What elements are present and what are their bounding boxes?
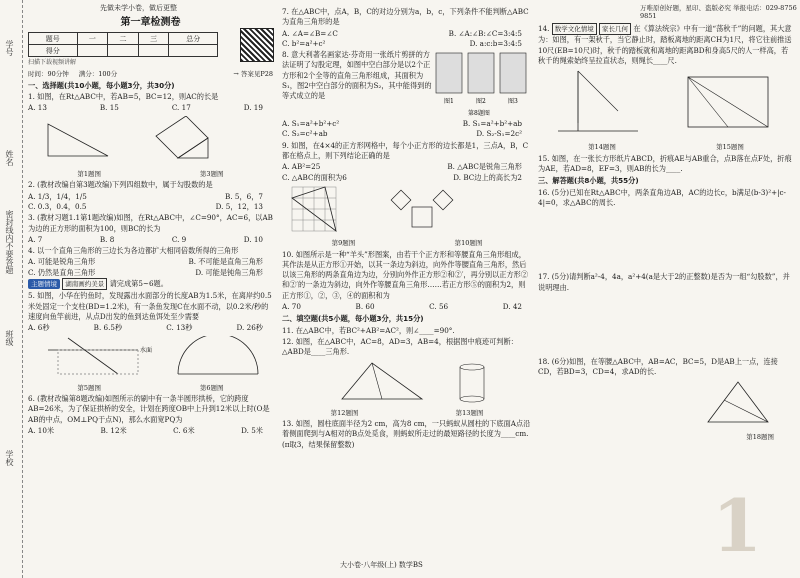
caption: 第10题图 [454, 239, 483, 248]
caption: 第13题图 [455, 408, 484, 417]
question-12: 12. 如图，在△ABC中，AC=8，AD=3，AB=4，根据图中痕迹可判断：△ABD是____三角形. [282, 336, 518, 357]
option[interactable]: A. ∠A=∠B=∠C [282, 28, 338, 38]
triangle-q12 [342, 363, 422, 399]
caption: 第9题图 [331, 239, 356, 248]
footer: 大小卷·八年级(上) 数学BS [340, 561, 423, 569]
q8-options-2 [282, 129, 532, 139]
q9-options-2 [282, 173, 532, 183]
captions-row-1 [28, 169, 273, 179]
segment-cd [724, 400, 768, 422]
option[interactable]: A. 1/3，1/4，1/5 [28, 191, 87, 201]
option[interactable]: C. 0.3，0.4，0.5 [28, 201, 87, 211]
segment-bd [372, 363, 382, 399]
q10-options [282, 302, 532, 312]
score-row-label: 得分 [29, 45, 78, 57]
option[interactable]: B. 60 [355, 302, 375, 312]
square-q3 [156, 116, 208, 158]
topic-name: 湖南画约美景 [62, 278, 107, 290]
score-head-cell: 一 [77, 33, 108, 45]
figures-q5-q6 [28, 336, 268, 378]
q8-options [282, 119, 532, 129]
question-17: 17. (5分)请判断a²-4，4a，a²+4(a是大于2的正整数)是否为一组“勾股数”，并说明理由. [538, 272, 790, 292]
option[interactable]: A. 可能是锐角三角形 [28, 257, 96, 267]
figures-q9-q10 [282, 183, 532, 235]
question-10: 10. 如图所示是一种“羊头”形图案，由若干个正方形和等腰直角三角形组成，其作法是从正方形①开始，以其一条边为斜边，向外作等腰直角三角形，然后以该三角形的两条直角边为边，分别向外作正方形②和②′，再分别以正方形②和②′的一条边为斜边，向外作等腰直角三角形……若正方形⑤的面积为2，则正方形①，②，③，④的面积和为 [282, 249, 529, 300]
binding-strip [0, 0, 23, 578]
question-6: 6. (教材改编第8题改编)如图所示的刷中有一条半圆形拱桥，它的跨度AB=26米，为了保证拱桥的安全，计划在跨度OB中上升到12米以上时(O是AB的中点，OM⊥PQ于点N)，那么水面宽PQ为 [28, 394, 270, 424]
caption: 第8题图 [468, 110, 490, 118]
q7-options [282, 29, 532, 39]
q2-options [28, 192, 273, 202]
option[interactable]: C. 13秒 [166, 323, 193, 333]
question-15: 15. 如图，在一张长方形纸片ABCD，折痕AE与AB重合，点B落在点F处，折痕为AE，若AD=8，EF=3，则AB的长为____. [538, 153, 792, 174]
question-2: 2. (教材改编自第3题改编)下列四组数中，属于勾股数的是 [28, 180, 213, 190]
grid-4x4 [292, 187, 336, 231]
fig8-panel-2 [468, 53, 494, 93]
option[interactable]: D. 19 [243, 103, 263, 113]
caption: 第18题图 [746, 432, 774, 441]
question-14: 14. 数学文化情境 家长几何 在《算法统宗》中有一道“荡秋千”的问题，其大意为：如图，有一架秋千，当它静止时，踏板离地的距离CH为1尺，将它往前推送10尺(EB=10尺)时，秋千的踏板就和离地的距离BD和身高5尺的人一样高，若秋千的绳索始终呈拉直状态，则绳长____尺. [538, 24, 792, 65]
fig-label: 图3 [508, 98, 518, 106]
option[interactable]: A. 13 [28, 103, 47, 113]
option[interactable]: D. 42 [502, 302, 522, 312]
caption: 第15题图 [716, 143, 744, 152]
option[interactable]: C. △ABC的面积为6 [282, 172, 347, 182]
option[interactable]: C. 56 [429, 302, 449, 312]
section-answer-heading: 三、解答题(共8小题，共55分) [538, 176, 639, 186]
binding-label-school: 学校 [5, 450, 14, 466]
section-fill-heading: 二、填空题(共5小题，每小题3分，共15分) [282, 314, 424, 324]
option[interactable]: D. 5，12，13 [215, 201, 263, 211]
column-right [538, 22, 794, 442]
binding-label-class: 班级 [5, 330, 14, 346]
caption: 第6题图 [199, 383, 224, 392]
score-table [28, 32, 218, 57]
column-middle [282, 6, 532, 451]
exam-time: 时间：90分钟 [28, 69, 69, 78]
caption: 第1题图 [77, 170, 102, 179]
score-cell[interactable] [169, 45, 218, 57]
q2-options-2 [28, 202, 273, 212]
isosceles-triangle [708, 382, 768, 422]
option[interactable]: B. 6.5秒 [93, 323, 123, 333]
captions-row-2 [28, 383, 273, 393]
option[interactable]: C. 6米 [173, 426, 195, 436]
square-2 [391, 190, 411, 210]
option[interactable]: B. 8 [99, 234, 115, 244]
option[interactable]: A. 7 [28, 234, 43, 244]
option[interactable]: B. 不可能是直角三角形 [188, 257, 263, 267]
option[interactable]: B. 15 [99, 103, 119, 113]
caption: 第3题图 [199, 170, 224, 179]
triangle-q1 [48, 124, 108, 156]
figures-q12-q13 [282, 359, 532, 405]
topic-banner [28, 278, 273, 290]
answer-space-16[interactable] [538, 209, 794, 271]
score-cell[interactable] [77, 45, 108, 57]
score-head-cell: 三 [138, 33, 169, 45]
fig-label: 图1 [444, 98, 454, 106]
water-label: 水面 [140, 346, 153, 354]
question-13: 13. 如图，圆柱底面半径为2 cm，高为8 cm，一只蚂蚁从圆柱的下底面A点沿着侧面爬到与A相对的B点处觅食，则蚂蚁所走过的最短路径的长度为____cm.(π取3，结果保留整数) [282, 419, 531, 449]
option[interactable]: B. 12米 [100, 426, 127, 436]
binding-label-name: 姓名 [5, 150, 14, 166]
option[interactable]: D. a:c:b=3:4:5 [469, 38, 522, 48]
scan-note: 扫描下载视频讲解 [28, 59, 77, 67]
option[interactable]: C. 17 [171, 103, 191, 113]
caption: 第14题图 [588, 143, 616, 152]
exam-meta [28, 69, 273, 79]
q9-options [282, 162, 532, 172]
question-3: 3. (教材习题1.1第1题改编)如图，在Rt△ABC中，∠C=90°，AC=6，以AB为边的正方形的面积为100，则BC的长为 [28, 213, 273, 233]
caption: 第5题图 [77, 383, 102, 392]
fig8-panel-3 [500, 53, 526, 93]
option[interactable]: A. 10米 [28, 426, 55, 436]
header-left-note: 先做未学小卷，做后更整 [100, 4, 177, 12]
score-head-cell: 二 [108, 33, 139, 45]
option[interactable]: C. 仍然是直角三角形 [28, 267, 96, 277]
arch-bridge [178, 336, 258, 374]
topic-instruction: 请完成第5~6题。 [109, 279, 168, 289]
option[interactable]: D. 5米 [241, 426, 263, 436]
qr-code-icon[interactable] [240, 28, 274, 62]
parent-badge: 家长几何 [599, 23, 631, 35]
question-4: 4. 以一个直角三角形的三边长为各边都扩大相同倍数所得的三角形 [28, 246, 239, 256]
option[interactable]: A. 6秒 [28, 323, 50, 333]
captions-row-5 [538, 142, 794, 152]
question-11: 11. 在△ABC中，若BC²+AB²=AC²，则∠____=90°. [282, 325, 455, 335]
header-brand: 万唯原创好题，星印、盗版必究 举报电话：029-8756 9851 [640, 4, 797, 20]
answer-ref: → 答案见P28 [233, 69, 273, 78]
score-cell[interactable] [138, 45, 169, 57]
question-18: 18. (6分)如图，在等腰△ABC中，AB=AC，BC=5，D是AB上一点，连接CD，若BD=3，CD=4，求AD的长. [538, 356, 778, 377]
section-choice-heading: 一、选择题(共10小题，每小题3分，共30分) [28, 80, 175, 90]
question-1: 1. 如图，在Rt△ABC中，若AB=5，BC=12，则AC的长是 [28, 92, 219, 102]
figures-q1-q3 [28, 116, 268, 164]
question-9: 9. 如图，在4×4的正方形网格中，每个小正方形的边长都是1，三点A，B，C都在格点上，则下列结论正确的是 [282, 140, 529, 161]
fishing-rod [68, 338, 118, 374]
page-number: 1 [712, 483, 763, 568]
option[interactable]: C. 9 [171, 234, 187, 244]
q4-options [28, 257, 273, 267]
option[interactable]: B. 5，6，7 [225, 191, 263, 201]
fig8-panel-1 [436, 53, 462, 93]
q4-options-2 [28, 268, 273, 278]
option[interactable]: C. b²=a²+c² [282, 38, 326, 48]
question-16: 16. (5分)已知在Rt△ABC中，两条直角边AB，AC的边长c，b满足(b-3)²+|c-4|=0，求△ABC的周长. [538, 187, 786, 207]
diagonal-ac [688, 77, 768, 127]
option[interactable]: D. 可能是钝角三角形 [195, 267, 263, 277]
option[interactable]: A. AB²=25 [282, 162, 321, 172]
binding-note: 密封线内不要答题 [5, 210, 14, 274]
question-7: 7. 在△ABC中，点A，B，C的对边分别为a，b，c，下列条件不能判断△ABC为直角三角形的是 [282, 7, 529, 27]
figures-q14-q15 [538, 67, 788, 139]
fig-label: 图2 [476, 98, 486, 106]
option[interactable]: A. 70 [282, 302, 301, 312]
question-5: 5. 如图，小华在钓鱼时，发现露出水面部分的长度AB为1.5米，在离岸约0.5米处固定一个支柱(BD=1.2米)，有一条鱼发现C在水面不动，以0.2米/秒的速度向鱼竿前进，从点D出发的鱼到达鱼饵处至少需要 [28, 291, 272, 321]
topic-badge: 主题情境 [28, 279, 60, 289]
option[interactable]: D. 26秒 [236, 323, 263, 333]
exam-full-score: 满分：100分 [78, 69, 118, 78]
question-8: 8. 意大利著名画家达·芬奇用一张纸片剪拼的方法证明了勾股定理，如图中空白部分是以2个正方形和2个全等的直角三角形组成，其面积为S₁，图2中空白部分的面积为S₂，其中能得到的等式成立的是 [282, 50, 432, 101]
score-head-cell: 题号 [29, 33, 78, 45]
square-1 [412, 207, 432, 227]
q6-options [28, 426, 273, 436]
option[interactable]: D. BC边上的高长为2 [453, 172, 522, 182]
captions-row-3 [282, 238, 532, 248]
rope-pushed [578, 71, 618, 111]
option[interactable]: D. 10 [243, 234, 263, 244]
option[interactable]: A. S₁=a²+b²+c² [282, 119, 340, 129]
culture-badge: 数学文化情境 [552, 23, 597, 35]
figure-q18 [538, 378, 788, 428]
caption: 第12题图 [330, 408, 359, 417]
q5-options [28, 323, 273, 333]
cylinder-top [460, 364, 484, 370]
cylinder-bottom [460, 396, 484, 402]
answer-space-17[interactable] [538, 294, 794, 356]
q1-options [28, 103, 273, 113]
column-left [28, 6, 273, 436]
option[interactable]: D. S₂-S₁=2c² [476, 129, 522, 139]
page-title: 第一章检测卷 [120, 17, 181, 28]
option[interactable]: B. △ABC是锐角三角形 [447, 162, 522, 172]
square-2-prime [433, 190, 453, 210]
q7-options-2 [282, 39, 532, 49]
option[interactable]: B. ∠A:∠B:∠C=3:4:5 [448, 28, 522, 38]
option[interactable]: C. S₂=c²+ab [282, 129, 328, 139]
fold-ae [688, 77, 728, 127]
q3-options [28, 235, 273, 245]
binding-label-id: 学号 [5, 40, 14, 56]
score-cell[interactable] [108, 45, 139, 57]
q8-block [282, 49, 532, 119]
score-head-cell: 总分 [169, 33, 218, 45]
option[interactable]: B. S₁=a²+b²+ab [462, 119, 522, 129]
water-grid [58, 350, 138, 374]
figure-q8 [432, 49, 530, 119]
captions-row-4 [282, 408, 532, 418]
